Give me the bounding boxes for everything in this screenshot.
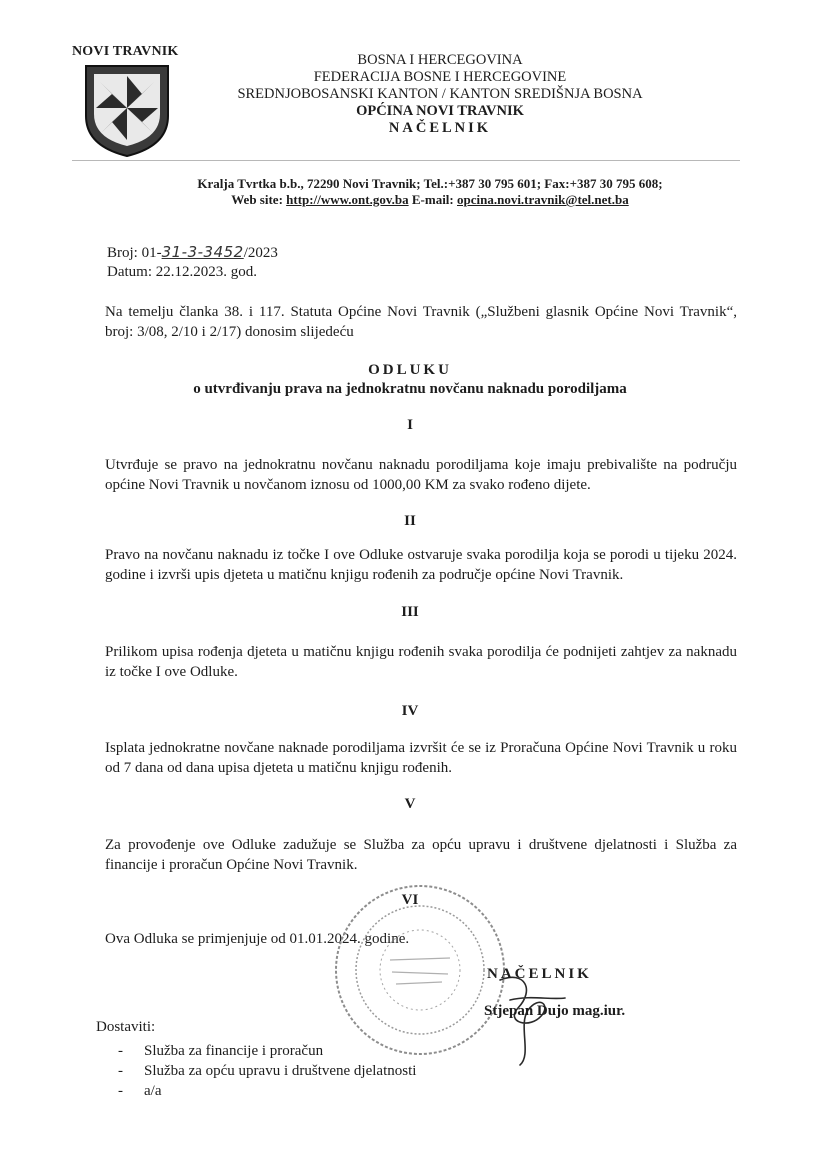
reference-number: [107, 243, 278, 263]
section-number: I: [407, 417, 413, 433]
section-number: V: [404, 796, 416, 812]
header-municipality: OPĆINA NOVI TRAVNIK: [356, 103, 524, 119]
section-number: III: [401, 604, 419, 620]
contact-block: [150, 176, 710, 208]
reference-suffix: /2023: [243, 245, 278, 261]
list-bullet: -: [118, 1043, 123, 1059]
signatory-name: Stjepan Dujo mag.iur.: [484, 1003, 626, 1019]
distribution-label: Dostaviti:: [96, 1019, 156, 1035]
decision-title: ODLUKU: [368, 362, 452, 378]
reference-prefix: Broj: 01-: [107, 245, 162, 261]
section-text: Prilikom upisa rođenja djeteta u matičnu knjigu rođenih svaka porodilja će podnijeti zahtjev za naknadu iz točke I ove Odluke.: [105, 644, 737, 680]
contact-address: Kralja Tvrtka b.b., 72290 Novi Travnik; Tel.:+387 30 795 601; Fax:+387 30 795 608;: [197, 176, 663, 191]
website-label: Web site:: [231, 192, 283, 207]
municipality-name: NOVI TRAVNIK: [72, 44, 179, 59]
header-institution-block: [205, 52, 675, 137]
list-item: [118, 1041, 416, 1061]
header-canton: SREDNJOBOSANSKI KANTON / KANTON SREDIŠNJA BOSNA: [237, 86, 643, 102]
list-item-text: a/a: [144, 1083, 162, 1099]
header-office: NAČELNIK: [388, 120, 492, 136]
document-meta: [107, 243, 278, 282]
document-date: Datum: 22.12.2023. god.: [107, 264, 257, 280]
list-item-text: Služba za opću upravu i društvene djelatnosti: [144, 1063, 417, 1079]
section-text: Pravo na novčanu naknadu iz točke I ove Odluke ostvaruje svaka porodilja koja se porodi u tijeku 2024. godine i izvrši upis djeteta u matičnu knjigu rođenih za područje općine Novi Travnik.: [105, 547, 737, 583]
section-text: Ova Odluka se primjenjuje od 01.01.2024. godine.: [105, 931, 410, 947]
section-number: IV: [401, 703, 419, 719]
intro-paragraph: Na temelju članka 38. i 117. Statuta Općine Novi Travnik („Službeni glasnik Općine Novi Travnik“, broj: 3/08, 2/10 i 2/17) donosim slijedeću: [105, 304, 737, 340]
list-bullet: -: [118, 1063, 123, 1079]
header-federation: FEDERACIJA BOSNE I HERCEGOVINE: [313, 69, 567, 85]
header-country: BOSNA I HERCEGOVINA: [357, 52, 523, 68]
contact-web-email: [150, 192, 710, 208]
email-label: E-mail:: [411, 192, 454, 207]
section-text: Za provođenje ove Odluke zadužuje se Služba za opću upravu i društvene djelatnosti i Služba za financije i proračun Općine Novi Travnik.: [105, 837, 737, 873]
list-item: [118, 1081, 416, 1101]
section-number: VI: [401, 892, 419, 908]
signatory-title: NAČELNIK: [487, 966, 592, 982]
list-item: [118, 1061, 416, 1081]
reference-handwritten: 31-3-3452: [161, 243, 244, 261]
email-link[interactable]: opcina.novi.travnik@tel.net.ba: [457, 192, 629, 207]
section-text: Isplata jednokratne novčane naknade porodiljama izvršit će se iz Proračuna Općine Novi Travnik u roku od 7 dana od dana upisa djeteta u matičnu knjigu rođenih.: [105, 740, 737, 776]
coat-of-arms-logo: [84, 64, 170, 158]
list-item-text: Služba za financije i proračun: [144, 1043, 324, 1059]
decision-subtitle: o utvrđivanju prava na jednokratnu novčanu naknadu porodiljama: [193, 381, 627, 397]
website-link[interactable]: http://www.ont.gov.ba: [286, 192, 409, 207]
header-divider: [72, 160, 740, 161]
section-text: Utvrđuje se pravo na jednokratnu novčanu naknadu porodiljama koje imaju prebivalište na području općine Novi Travnik u novčanom iznosu od 1000,00 KM za svako rođeno dijete.: [105, 457, 737, 493]
section-number: II: [404, 513, 416, 529]
distribution-list: [118, 1041, 416, 1101]
list-bullet: -: [118, 1083, 123, 1099]
